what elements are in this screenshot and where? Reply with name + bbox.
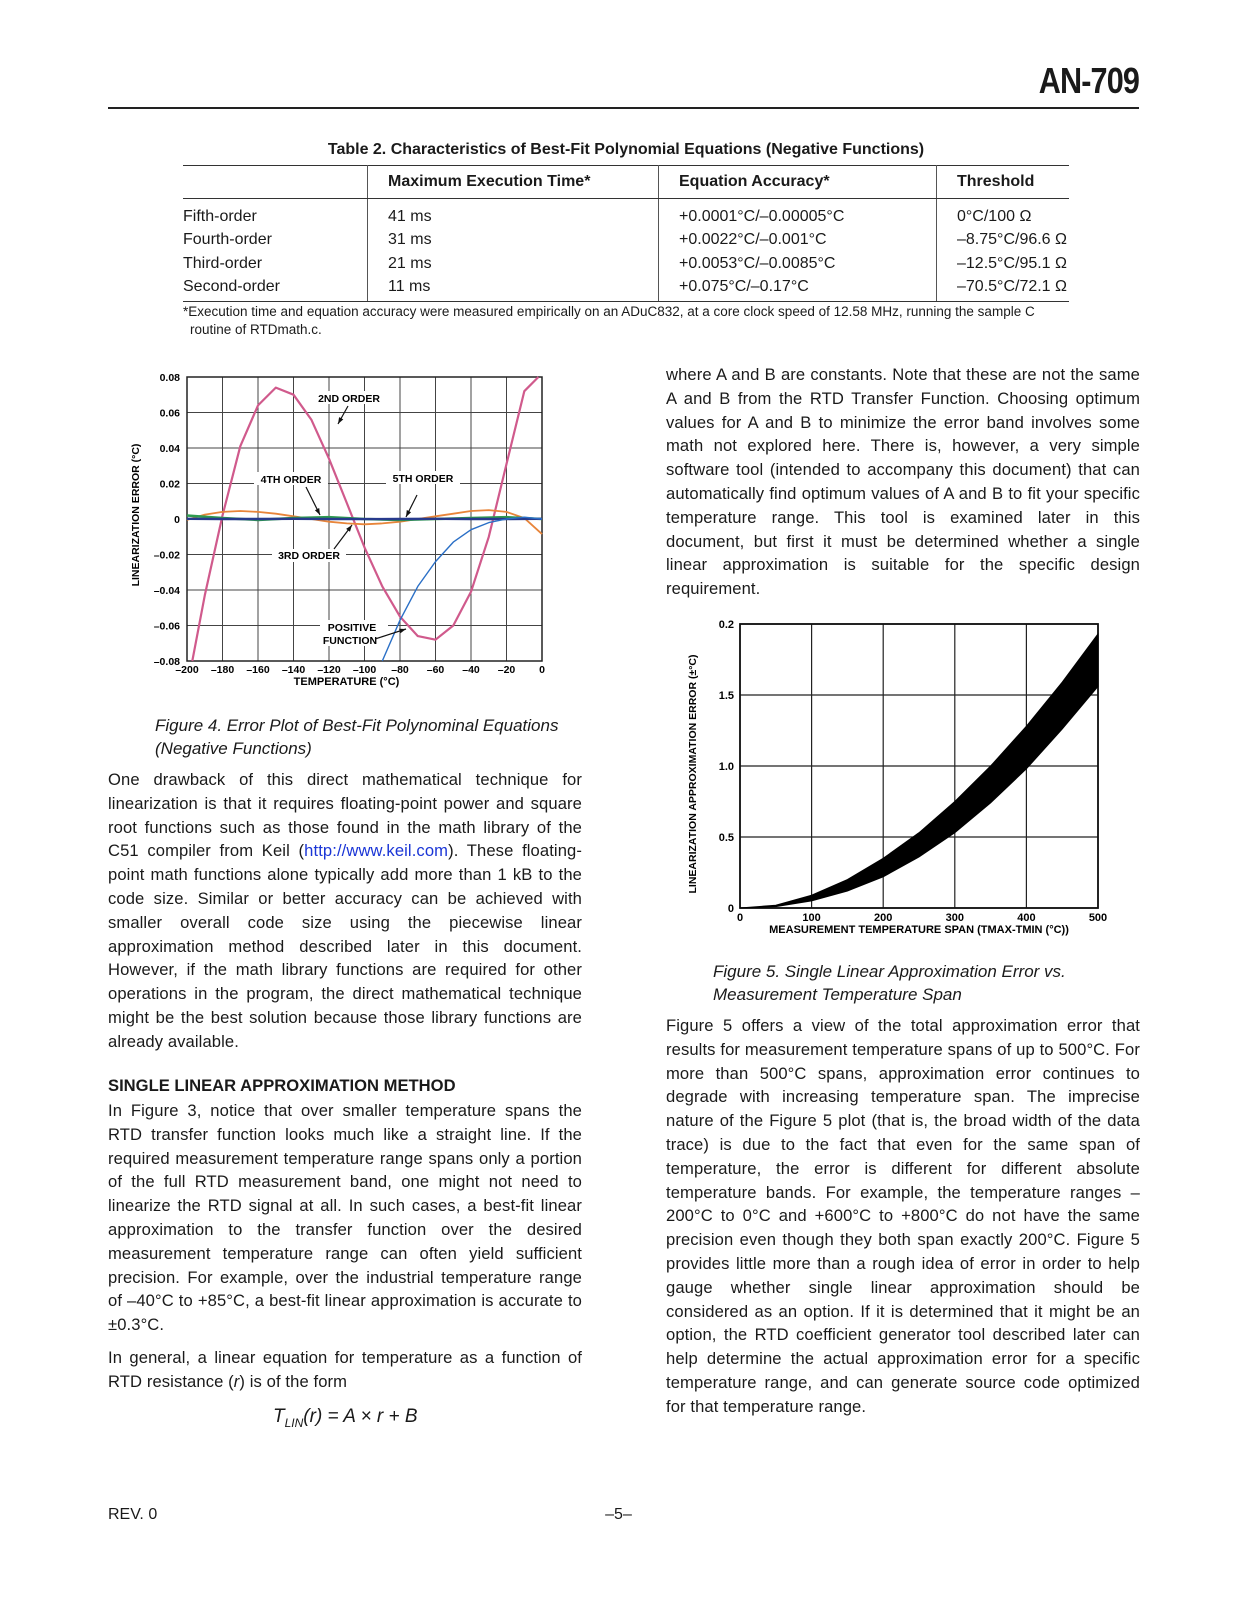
table-cell: 0°C/100 Ω <box>957 207 1032 225</box>
y-tick-label: 0.5 <box>718 832 734 844</box>
x-tick-label: –140 <box>281 664 306 676</box>
equation-rhs: (r) = A × r + B <box>303 1406 418 1427</box>
table-row <box>183 252 1069 276</box>
x-tick-label: 500 <box>1088 912 1108 924</box>
left-paragraph-1 <box>108 768 582 1054</box>
table-footnote-text: *Execution time and equation accuracy were measured empirically on an ADuC832, at a core clock speed of 12.58 MHz, running the sample C routine of RTDmath.c. <box>183 304 1035 337</box>
revision-label: REV. 0 <box>108 1506 158 1523</box>
y-tick-label: –0.08 <box>153 656 180 668</box>
right-paragraph-1: where A and B are constants. Note that these are not the same A and B from the RTD Transfer Function. Choosing optimum values for A and B to minimize the error band involves some math not explored here. There is, however, a very simple software tool (intended to accompany this document) that can automatically find optimum values of A and B to fit your specific temperature range. This tool is examined later in this document, but first it must be determined whether a single linear approximation is suitable for the specific design requirement. <box>666 365 1140 599</box>
y-axis-title: LINEARIZATION ERROR (°C) <box>130 443 142 587</box>
x-axis-title: MEASUREMENT TEMPERATURE SPAN (TMAX-TMIN (°C)) <box>769 924 1069 936</box>
table-cell: +0.0053°C/–0.0085°C <box>659 252 937 276</box>
figure5-caption: Figure 5. Single Linear Approximation Error vs. Measurement Temperature Span <box>713 962 1066 1004</box>
figure4-chart <box>120 365 560 695</box>
table-row <box>183 229 1069 253</box>
equation-lhs: T <box>273 1406 285 1427</box>
annotation-arrowhead <box>315 508 320 515</box>
table-cell: 21 ms <box>368 252 659 276</box>
y-tick-label: 0.2 <box>718 619 734 631</box>
y-tick-label: –0.04 <box>153 585 180 597</box>
table-header-cell: Threshold <box>937 166 1070 199</box>
annotation-positive-function: FUNCTION <box>322 635 378 647</box>
table-footnote <box>183 303 1069 339</box>
table-header-cell: Equation Accuracy* <box>659 166 937 199</box>
table-cell: –8.75°C/96.6 Ω <box>957 231 1067 249</box>
table-cell: –70.5°C/72.1 Ω <box>937 276 1070 302</box>
x-tick-label: –80 <box>391 664 409 676</box>
x-tick-label: 0 <box>736 912 744 924</box>
table-cell: Third-order <box>183 252 368 276</box>
x-tick-label: –120 <box>317 664 341 676</box>
paragraph-text: ). These floating-point math functions alone typically add more than 1 kB to the code size. Similar or better accuracy can be achieved with smaller overall code size using the piecewise linear approximation method described later in this document. However, if the math library functions are required for other operations in the program, the direct mathematical technique might be the best solution because those library functions are already available. <box>108 841 582 1051</box>
y-tick-label: 1.5 <box>718 690 734 702</box>
header-rule <box>108 107 1139 109</box>
x-tick-label: –60 <box>426 664 445 676</box>
table-header-cell: Maximum Execution Time* <box>368 166 659 199</box>
x-tick-label: 300 <box>945 912 964 924</box>
paragraph-text: One drawback of this direct mathematical technique for linearization is that it requires floating-point power and square root functions such as those found in the math library of the C51 compiler from Keil ( <box>108 770 582 861</box>
table-cell: 41 ms <box>368 199 659 229</box>
x-axis-title: TEMPERATURE (°C) <box>293 676 400 688</box>
page-number: –5– <box>605 1506 632 1523</box>
left-paragraph-2: In Figure 3, notice that over smaller temperature spans the RTD transfer function looks much like a straight line. If the required measurement temperature range spans only a portion of the full RTD measurement band, one might not need to linearize the RTD signal at all. In such cases, a best-fit linear approximation to the transfer function over the desired measurement temperature range can often yield sufficient precision. For example, over the industrial temperature range of –40°C to +85°C, a best-fit linear approximation is accurate to ±0.3°C. <box>108 1101 582 1335</box>
table-cell: 31 ms <box>368 229 659 253</box>
variable-r: r <box>233 1371 240 1391</box>
y-tick-label: –0.06 <box>153 620 180 633</box>
equation-subscript: LIN <box>284 1415 304 1430</box>
y-tick-label: 0 <box>174 514 180 526</box>
table-row <box>183 199 1069 229</box>
linear-equation <box>273 1406 418 1430</box>
x-tick-label: 400 <box>1017 912 1036 924</box>
table-cell: Fourth-order <box>183 229 368 253</box>
table-cell: Fifth-order <box>183 199 368 229</box>
figure5-chart <box>680 612 1120 942</box>
y-tick-label: 0.02 <box>159 478 180 491</box>
y-tick-label: –0.02 <box>153 549 180 562</box>
table-title: Table 2. Characteristics of Best-Fit Polynomial Equations (Negative Functions) <box>327 141 925 158</box>
keil-link[interactable]: http://www.keil.com <box>304 841 449 861</box>
table-cell: 11 ms <box>368 276 659 302</box>
table-cell: +0.075°C/–0.17°C <box>659 276 937 302</box>
table-cell: +0.0022°C/–0.001°C <box>659 229 937 253</box>
y-tick-label: 0.08 <box>159 372 180 384</box>
table-cell: Second-order <box>183 276 368 302</box>
annotation-positive-function: POSITIVE <box>327 622 377 634</box>
annotation-arrowhead <box>338 417 343 424</box>
annotation-2nd-order: 2ND ORDER <box>318 393 380 405</box>
annotation-5th-order: 5TH ORDER <box>392 473 454 485</box>
error-band <box>740 634 1098 908</box>
x-tick-label: –20 <box>497 664 516 676</box>
figure4-caption: Figure 4. Error Plot of Best-Fit Polynominal Equations (Negative Functions) <box>155 716 559 758</box>
annotation-3rd-order: 3RD ORDER <box>278 550 340 562</box>
y-tick-label: 0 <box>727 903 734 915</box>
x-tick-label: –100 <box>352 664 377 676</box>
paragraph-text: In general, a linear equation for temperature as a function of RTD resistance ( <box>108 1348 582 1391</box>
table-row <box>183 276 1069 302</box>
x-tick-label: –180 <box>210 664 235 676</box>
right-paragraph-2: Figure 5 offers a view of the total approximation error that results for measurement temperature spans of up to 500°C. For more than 500°C spans, approximation error continues to degrade with increasing temperature span. The imprecise nature of the Figure 5 plot (that is, the broad width of the data trace) is due to the fact that even for the same span of temperature, the error is different for different absolute temperature bands. For example, the temperature ranges –200°C to 0°C and +600°C to +800°C do not have the same precision even though they both span exactly 200°C. Figure 5 provides little more than a rough idea of error in order to help gauge whether single linear approximation should be considered as an option. If it is determined that it might be an option, the RTD coefficient generator tool described later can help determine the actual approximation error for a specific temperature range, and can generate source code optimized for that temperature range. <box>666 1016 1140 1416</box>
table-header-cell <box>183 166 368 199</box>
document-id: AN-709 <box>1038 60 1139 101</box>
y-tick-label: 0.06 <box>159 407 180 420</box>
y-tick-label: 1.0 <box>718 761 734 773</box>
x-tick-label: –40 <box>462 664 480 676</box>
series-line-positive-function <box>382 517 542 661</box>
y-axis-title: LINEARIZATION APPROXIMATION ERROR (±°C) <box>687 654 699 894</box>
section-heading: SINGLE LINEAR APPROXIMATION METHOD <box>108 1076 456 1095</box>
annotation-arrowhead <box>406 510 411 517</box>
x-tick-label: –200 <box>175 664 199 676</box>
left-paragraph-3 <box>108 1346 582 1394</box>
paragraph-text: ) is of the form <box>239 1371 348 1391</box>
annotation-4th-order: 4TH ORDER <box>260 474 322 486</box>
x-tick-label: –160 <box>246 664 270 676</box>
x-tick-label: 100 <box>802 912 821 924</box>
table-cell: +0.0001°C/–0.00005°C <box>659 199 937 229</box>
table-header-row <box>183 166 1069 199</box>
characteristics-table <box>183 165 1069 302</box>
x-tick-label: 0 <box>539 664 545 676</box>
y-tick-label: 0.04 <box>159 443 180 455</box>
x-tick-label: 200 <box>874 912 893 924</box>
table-cell: –12.5°C/95.1 Ω <box>957 254 1067 272</box>
